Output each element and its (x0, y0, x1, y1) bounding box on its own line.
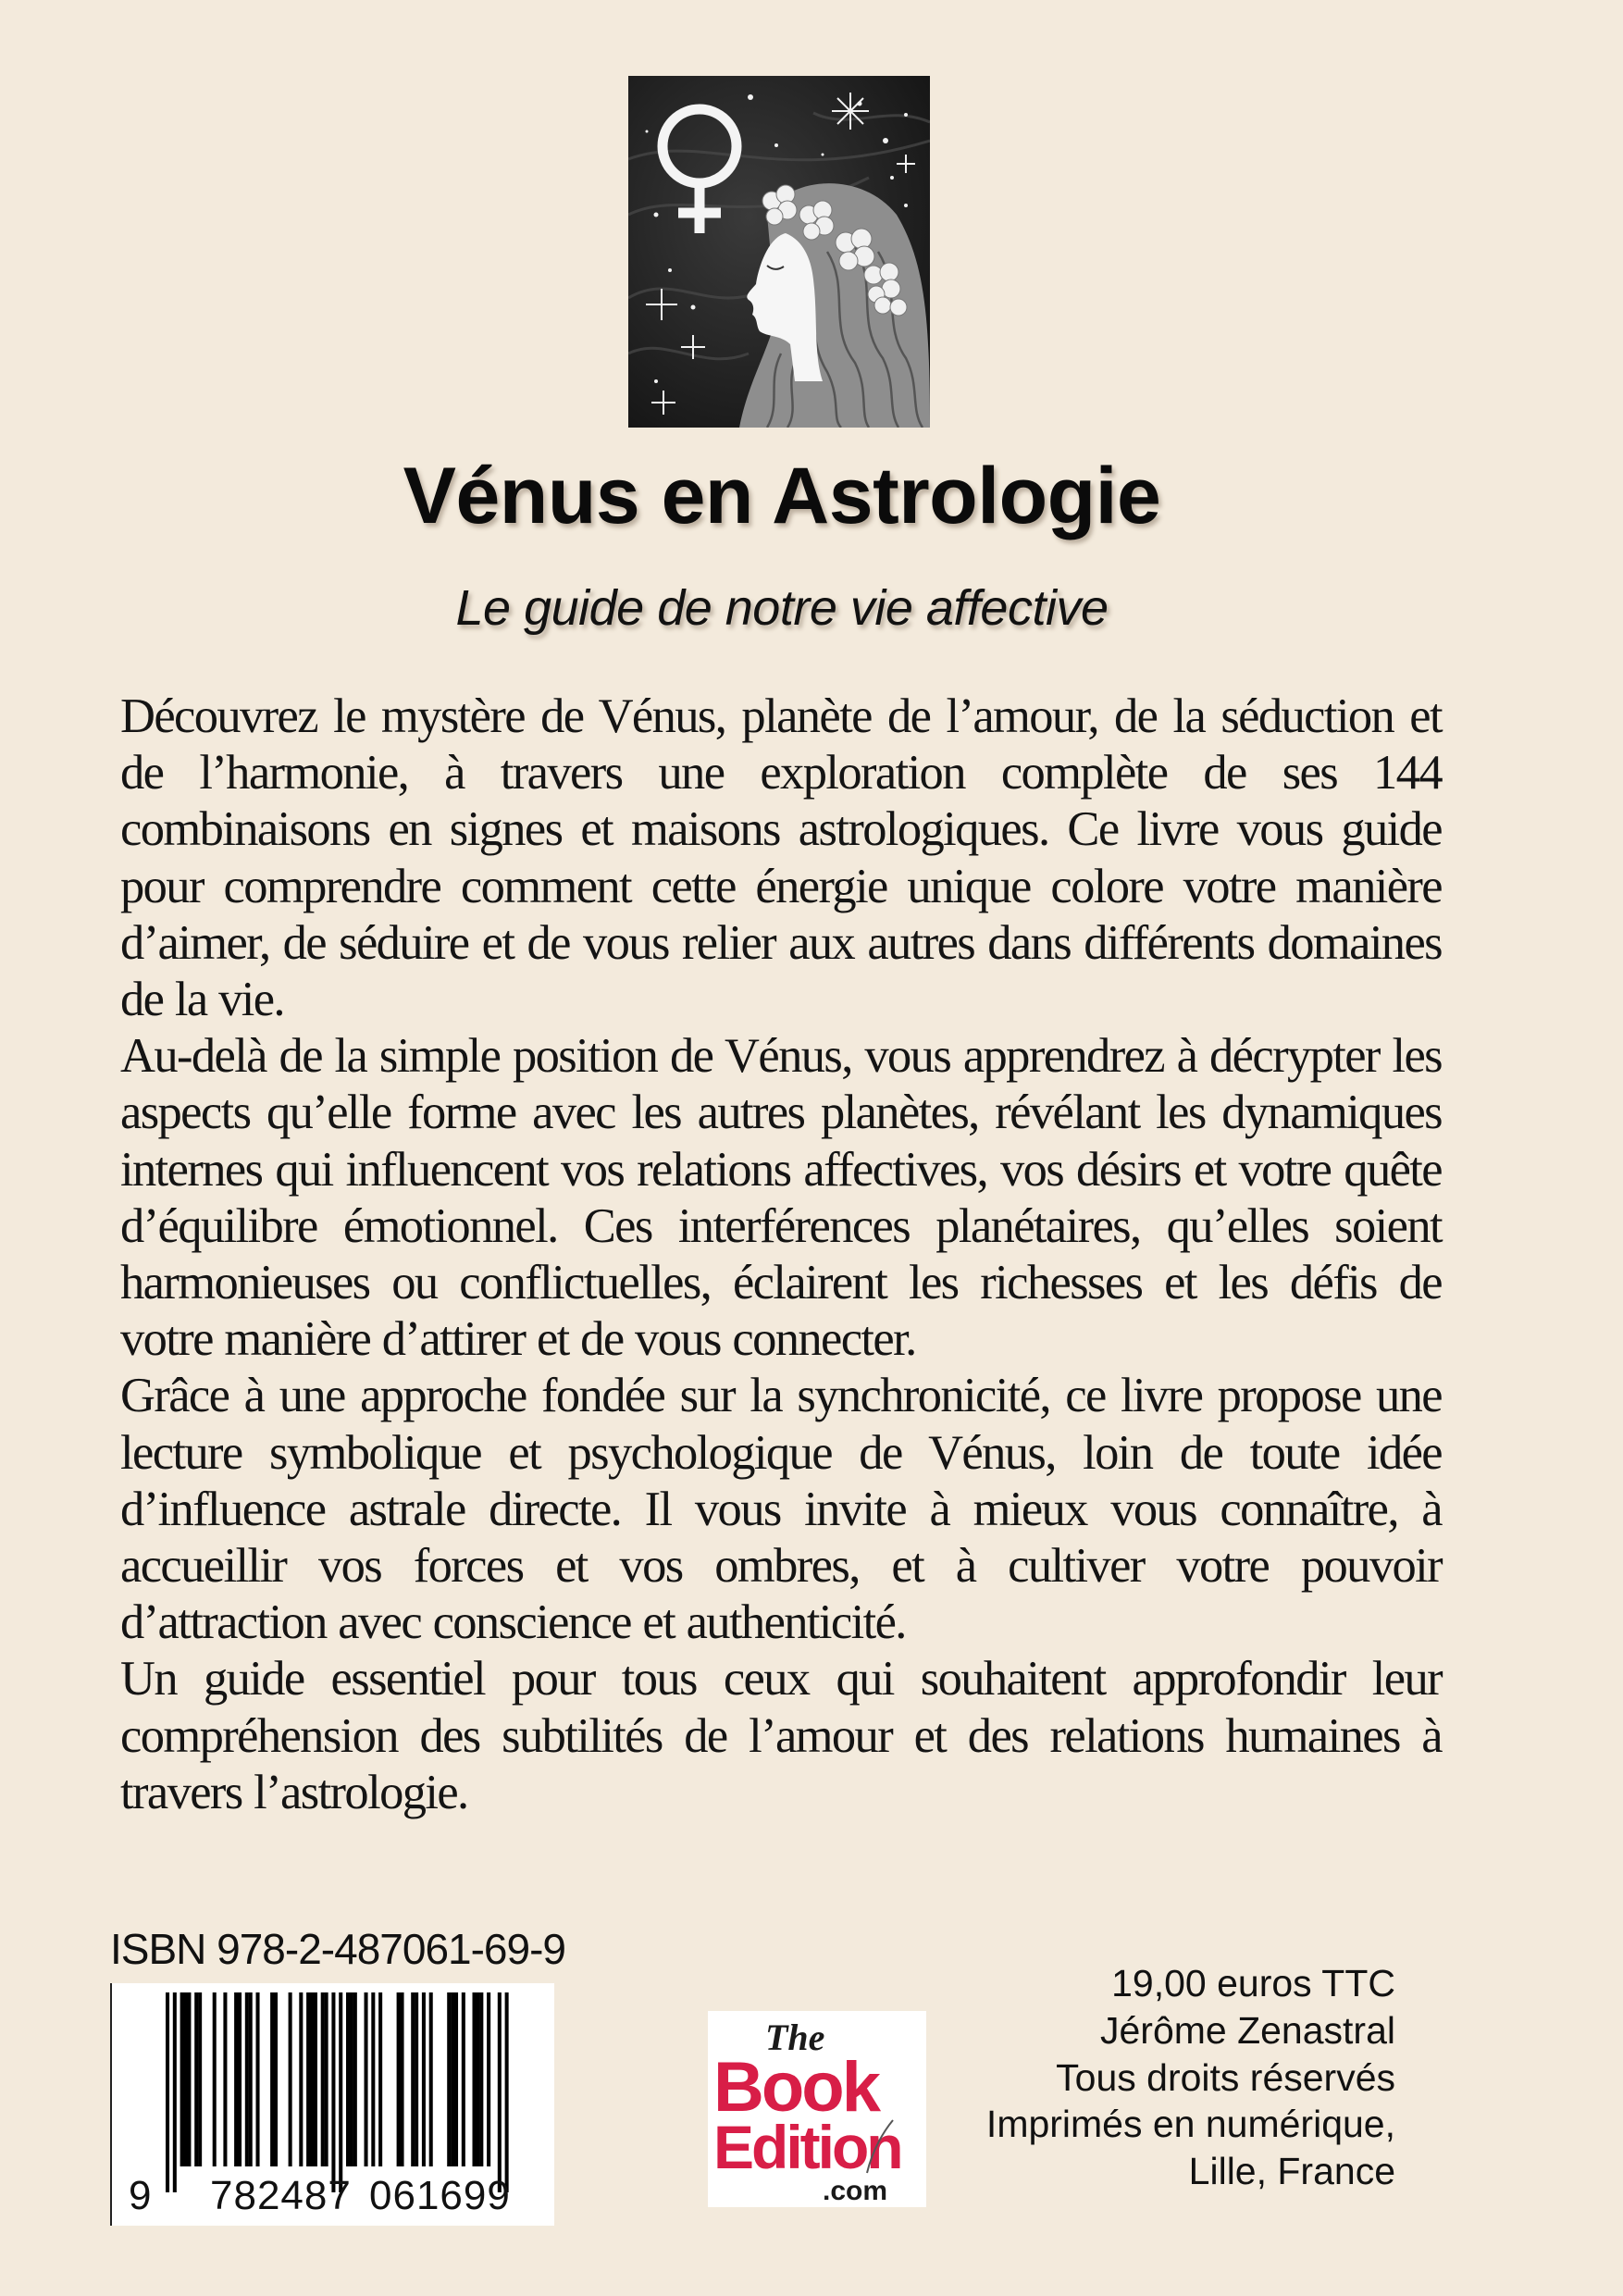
logo-edition: Edition (713, 2113, 901, 2181)
printing-location: Lille, France (1188, 2150, 1395, 2193)
book-subtitle: Le guide de notre vie affective (455, 580, 1109, 636)
barcode-bar (473, 1992, 477, 2166)
barcode-guard-bar (505, 1992, 509, 2192)
barcode-bar (289, 1992, 292, 2166)
barcode-bar (476, 1992, 479, 2166)
barcode-bar (187, 1992, 191, 2166)
barcode-bar (462, 1992, 465, 2166)
barcode-bar (180, 1992, 184, 2166)
barcode-guard-bar (173, 1992, 177, 2192)
barcode-image (112, 1983, 554, 2226)
logo-com: .com (823, 2176, 888, 2206)
barcode-bar (350, 1992, 353, 2166)
barcode-bar (213, 1992, 217, 2166)
barcode-bars (166, 1992, 509, 2192)
barcode-bar (365, 1992, 368, 2166)
publisher-logo (708, 2011, 926, 2207)
description-paragraph: Un guide essentiel pour tous ceux qui souhaitent approfondir leur compréhension des subtilités de l’amour et des relations humaines à travers l’astrologie. (120, 1652, 1442, 1819)
barcode-bar (256, 1992, 260, 2166)
barcode-bar (397, 1992, 401, 2166)
barcode-bar (194, 1992, 198, 2166)
barcode-bar (429, 1992, 433, 2166)
barcode-bar (249, 1992, 253, 2166)
barcode-bar (401, 1992, 404, 2166)
barcode-bar (487, 1992, 490, 2166)
imprint-info (986, 1960, 1395, 2195)
barcode-guard-bar (339, 1992, 342, 2192)
barcode-bar (274, 1992, 278, 2166)
barcode-bar (234, 1992, 238, 2166)
barcode-guard-bar (331, 1992, 335, 2192)
barcode-bar (245, 1992, 249, 2166)
barcode-bar (415, 1992, 418, 2166)
barcode-bar (422, 1992, 426, 2166)
venus-portrait-image (628, 76, 930, 428)
book-description (120, 689, 1442, 1821)
barcode-bar (223, 1992, 227, 2166)
isbn-label: ISBN 978-2-487061-69-9 (110, 1925, 565, 1973)
barcode-bar (184, 1992, 188, 2166)
price: 19,00 euros TTC (1111, 1962, 1395, 2004)
book-title: Vénus en Astrologie (403, 452, 1161, 540)
barcode-guard-bar (498, 1992, 502, 2192)
barcode-bar (198, 1992, 202, 2166)
barcode-bar (306, 1992, 310, 2166)
barcode-digits-right: 061699 (369, 2173, 511, 2218)
barcode-bar (314, 1992, 317, 2166)
barcode-bar (479, 1992, 483, 2166)
barcode-digits-left: 782487 (210, 2173, 352, 2218)
printing-info: Imprimés en numérique, (985, 2103, 1395, 2146)
rights-notice: Tous droits réservés (1056, 2055, 1395, 2099)
barcode-bar (270, 1992, 274, 2166)
barcode-bar (371, 1992, 375, 2166)
barcode-bar (378, 1992, 382, 2166)
cover-illustration (628, 76, 930, 428)
barcode-bar (346, 1992, 350, 2166)
logo-the: The (765, 2017, 825, 2058)
barcode-bar (447, 1992, 451, 2166)
author-name: Jérôme Zenastral (1099, 2008, 1395, 2052)
thebookedition-logo (708, 2011, 926, 2207)
barcode-bar (451, 1992, 454, 2166)
barcode-bar (353, 1992, 357, 2166)
isbn-barcode (110, 1983, 554, 2226)
barcode-bar (299, 1992, 303, 2166)
barcode-bar (325, 1992, 328, 2166)
barcode-bar (310, 1992, 314, 2166)
barcode-digit-first: 9 (129, 2173, 152, 2218)
barcode-bar (454, 1992, 458, 2166)
description-paragraph: Découvrez le mystère de Vénus, planète de l’amour, de la séduction et de l’harmonie, à travers une exploration complète de ses 144 combinaisons en signes et maisons astrologiques. Ce livre vous guide pour comprendre comment cette énergie unique colore votre manière d’aimer, de séduire et de vous relier aux autres dans différents domaines de la vie. (120, 689, 1442, 1027)
barcode-bar (411, 1992, 415, 2166)
barcode-guard-bar (166, 1992, 169, 2192)
description-paragraph: Au-delà de la simple position de Vénus, vous apprendrez à décrypter les aspects qu’elle forme avec les autres planètes, révélant les dynamiques internes qui influencent vos relations affectives, vos désirs et votre quête d’équilibre émotionnel. Ces interférences planétaires, qu’elles soient harmonieuses ou conflictuelles, éclairent les richesses et les défis de votre manière d’attirer et de vous connecter. (120, 1029, 1442, 1367)
barcode-bar (321, 1992, 325, 2166)
description-paragraph: Grâce à une approche fondée sur la synchronicité, ce livre propose une lecture symbolique et psychologique de Vénus, loin de toute idée d’influence astrale directe. Il vous invite à mieux vous connaître, à accueillir vos forces et vos ombres, et à cultiver votre pouvoir d’attraction avec conscience et authenticité. (120, 1369, 1442, 1650)
barcode-bar (238, 1992, 242, 2166)
logo-book: Book (713, 2048, 878, 2127)
